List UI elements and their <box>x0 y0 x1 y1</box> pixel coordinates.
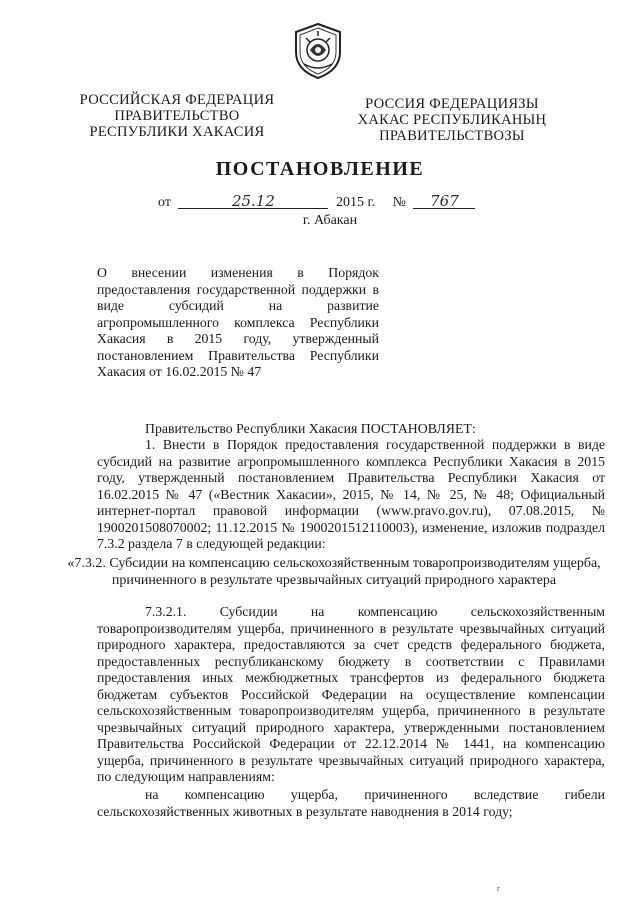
from-label: от <box>158 195 171 210</box>
year-label: 2015 г. <box>335 195 376 210</box>
header-left-block <box>72 92 282 140</box>
header-right-block <box>352 96 552 144</box>
coat-of-arms-emblem <box>290 22 346 80</box>
subject-block: О внесении изменения в Порядок предоставления государственной поддержки в виде субсидий на развитие агропромышленного комплекса Республики Хакасия в 2015 году, утвержденный постановлением Правительства Республики Хакасия от 16.02.2015 № 47 <box>97 265 379 379</box>
item-1-paragraph: 1. Внести в Порядок предоставления государственной поддержки в виде субсидий на развитие агропромышленного комплекса Республики Хакасия в 2015 году, утвержденный постановлением Правительства Республики Хакасия от 16.02.2015 № 47 («Вестник Хакасии», 2015, № 14, № 25, № 48; Официальный интернет-портал правовой информации (www.pravo.gov.ru), 07.08.2015, № 1900201508070002; 11.12.2015 № 1900201512110003), изменение, изложив подраздел 7.3.2 раздела 7 в следующей редакции: <box>97 437 605 551</box>
page-mark: r <box>497 884 500 893</box>
paragraph-7-3-2-1: 7.3.2.1. Субсидии на компенсацию сельскохозяйственным товаропроизводителям ущерба, причиненного в результате чрезвычайных ситуаций природного характера, предоставляются за счет средств федерального бюджета, предоставленных республиканскому бюджету в соответствии с Правилами предоставления иных межбюджетных трансфертов из федерального бюджета бюджетам субъектов Российской Федерации на осуществление компенсации сельскохозяйственным товаропроизводителям ущерба, причиненного в результате чрезвычайных ситуаций природного характера, утвержденными постановлением Правительства Российской Федерации от 22.12.2014 № 1441, на компенсацию ущерба, причиненного в результате чрезвычайных ситуаций природного характера, по следующим направлениям: <box>97 604 605 784</box>
city-line: г. Абакан <box>302 213 358 228</box>
date-number-line <box>158 194 475 211</box>
number-label: № <box>392 195 406 210</box>
direction-item: на компенсацию ущерба, причиненного вследствие гибели сельскохозяйственных животных в результате наводнения в 2014 году; <box>97 787 605 819</box>
header-right-line: ХАКАС РЕСПУБЛИКАНЫҢ <box>357 112 547 128</box>
header-left-line: ПРАВИТЕЛЬСТВО <box>114 108 240 124</box>
header-left-line: РОССИЙСКАЯ ФЕДЕРАЦИЯ <box>79 92 275 108</box>
handwritten-date: 25.12 <box>178 194 328 209</box>
resolves-line: Правительство Республики Хакасия ПОСТАНОВЛЯЕТ: <box>145 421 476 436</box>
header-right-line: ПРАВИТЕЛЬСТВОЗЫ <box>379 128 525 144</box>
handwritten-number: 767 <box>413 194 475 209</box>
header-left-line: РЕСПУБЛИКИ ХАКАСИЯ <box>89 124 265 140</box>
header-right-line: РОССИЯ ФЕДЕРАЦИЯЗЫ <box>365 96 539 112</box>
subsection-heading: «7.3.2. Субсидии на компенсацию сельскохозяйственным товаропроизводителям ущерба, причиненного в результате чрезвычайных ситуаций природного характера <box>67 556 601 588</box>
document-title: ПОСТАНОВЛЕНИЕ <box>215 158 425 180</box>
